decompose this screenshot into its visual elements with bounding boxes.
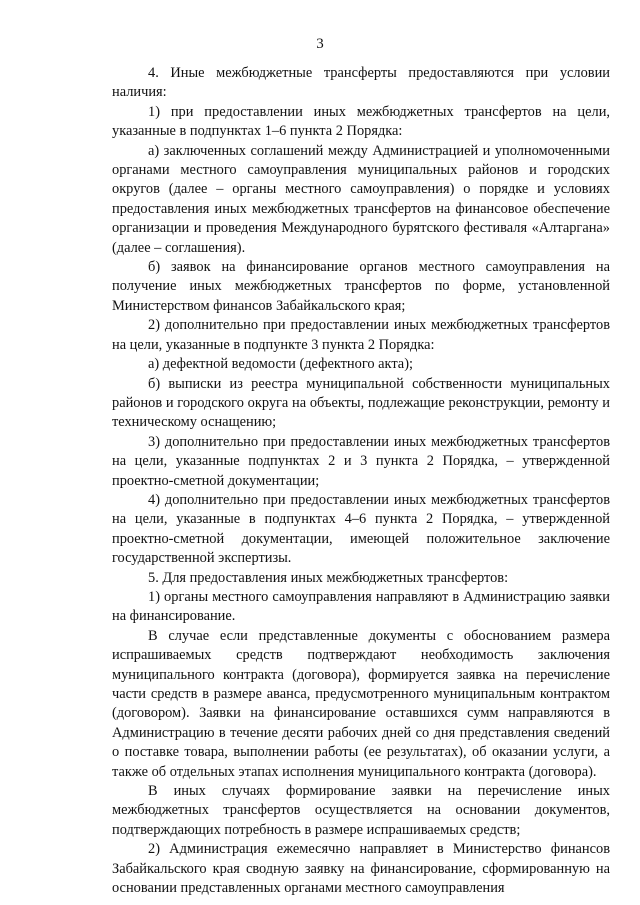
paragraph: 4. Иные межбюджетные трансферты предоставляются при условии наличия: [112, 65, 610, 101]
paragraph: б) заявок на финансирование органов местного самоуправления на получение иных межбюджетных трансфертов по форме, установленной Министерством финансов Забайкальского края; [112, 259, 610, 314]
paragraph: 3) дополнительно при предоставлении иных межбюджетных трансфертов на цели, указанные подпунктах 2 и 3 пункта 2 Порядка, – утвержденной проектно-сметной документации; [112, 433, 610, 489]
paragraph: б) выписки из реестра муниципальной собственности муниципальных районов и городского округа на объекты, подлежащие реконструкции, ремонту и техническому оснащению; [112, 375, 610, 431]
paragraph: 5. Для предоставления иных межбюджетных трансфертов: [148, 569, 509, 586]
paragraph: 4) дополнительно при предоставлении иных межбюджетных трансфертов на цели, указанные в подпунктах 4–6 пункта 2 Порядка, – утвержденной проектно-сметной документации, имеющей положительное заключение государственной экспертизы. [112, 491, 610, 567]
paragraph: а) заключенных соглашений между Администрацией и уполномоченными органами местного самоуправления муниципальных районов и городских округов (далее – органы местного самоуправления) о порядке и условиях предоставления иных межбюджетных трансфертов на финансовое обеспечение организации и проведения Международного бурятского фестиваля «Алтаргана» (далее – соглашения). [112, 142, 610, 256]
paragraph: 2) Администрация ежемесячно направляет в Министерство финансов Забайкальского края сводную заявку на финансирование, сформированную на основании представленных органами местного самоуправления [112, 841, 610, 897]
paragraph: В иных случаях формирование заявки на перечисление иных межбюджетных трансфертов осуществляется на основании документов, подтверждающих потребность в размере испрашиваемых средств; [112, 783, 610, 838]
body-text [112, 64, 610, 898]
page-number: 3 [316, 36, 324, 52]
paragraph: 2) дополнительно при предоставлении иных межбюджетных трансфертов на цели, указанные в подпункте 3 пункта 2 Порядка: [112, 317, 610, 353]
paragraph: 1) при предоставлении иных межбюджетных трансфертов на цели, указанные в подпунктах 1–6 пункта 2 Порядка: [112, 103, 610, 140]
paragraph: 1) органы местного самоуправления направляют в Администрацию заявки на финансирование. [112, 588, 610, 625]
paragraph: а) дефектной ведомости (дефектного акта); [148, 356, 413, 373]
paragraph: В случае если представленные документы с обоснованием размера испрашиваемых средств подтверждают необходимость заключения муниципального контракта (договора), формируется заявка на перечисление части средств в размере аванса, предусмотренного муниципальным контрактом (договором). Заявки на финансирование оставшихся сумм направляются в Администрацию в течение десяти рабочих дней со дня представления сведений о поставке товара, выполнении работы (ее результатах), об оказании услуги, а также об отдельных этапах исполнения муниципального контракта (договора). [112, 627, 610, 780]
